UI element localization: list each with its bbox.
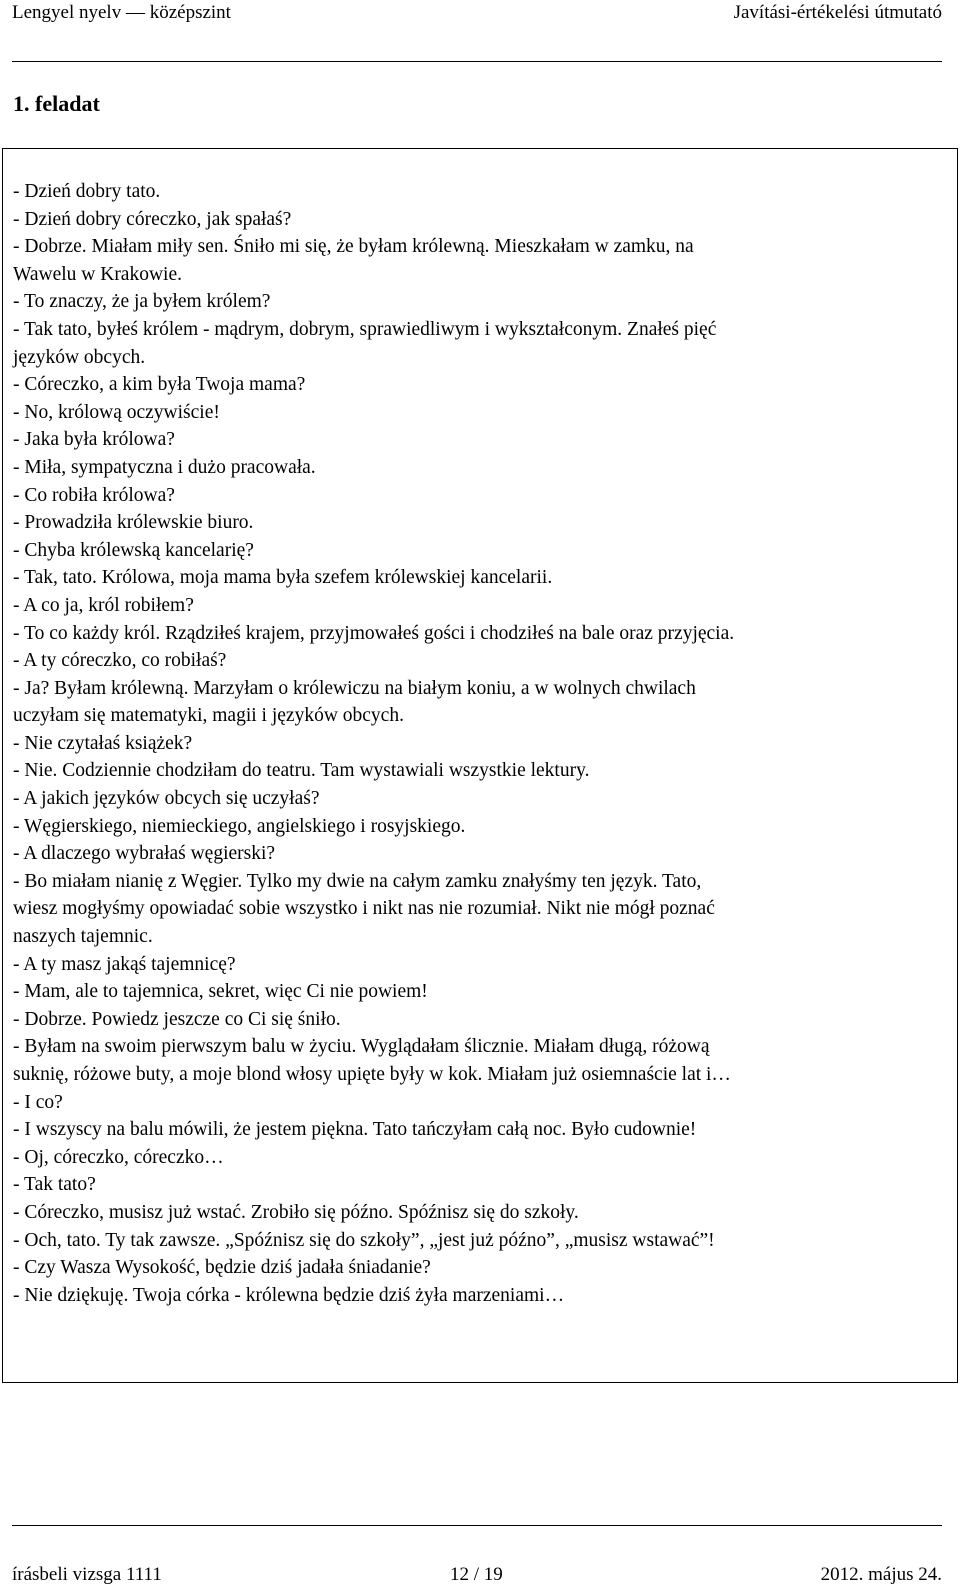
dialogue-line: - Czy Wasza Wysokość, będzie dziś jadała śniadanie? xyxy=(13,1257,431,1279)
footer-date: 2012. május 24. xyxy=(820,1564,942,1585)
dialogue-line: naszych tajemnic. xyxy=(13,926,153,948)
dialogue-line: - Dobrze. Powiedz jeszcze co Ci się śniło. xyxy=(13,1008,341,1030)
dialogue-line: Wawelu w Krakowie. xyxy=(13,263,182,285)
dialogue-line: - Ja? Byłam królewną. Marzyłam o królewiczu na białym koniu, a w wolnych chwilach xyxy=(13,677,696,699)
dialogue-line: - Co robiła królowa? xyxy=(13,484,175,506)
dialogue-line: - Nie czytałaś książek? xyxy=(13,732,193,754)
dialogue-line: - I wszyscy na balu mówili, że jestem piękna. Tato tańczyłam całą noc. Było cudownie! xyxy=(13,1119,697,1141)
dialogue-line: - Córeczko, musisz już wstać. Zrobiło się późno. Spóźnisz się do szkoły. xyxy=(13,1201,579,1223)
dialogue-lines xyxy=(13,178,947,1309)
dialogue-line: suknię, różowe buty, a moje blond włosy upięte były w kok. Miałam już osiemnaście lat i… xyxy=(13,1064,731,1085)
dialogue-box xyxy=(2,148,958,1383)
dialogue-line: - Dobrze. Miałam miły sen. Śniło mi się, że byłam królewną. Mieszkałam w zamku, na xyxy=(13,236,694,258)
dialogue-line: - Tak tato, byłeś królem - mądrym, dobrym, sprawiedliwym i wykształconym. Znałeś pięć xyxy=(13,318,717,340)
footer-rule xyxy=(12,1525,942,1526)
dialogue-line: języków obcych. xyxy=(13,346,146,368)
dialogue-line: - Dzień dobry córeczko, jak spałaś? xyxy=(13,208,292,230)
dialogue-line: - A co ja, król robiłem? xyxy=(13,594,194,616)
footer-exam-code: írásbeli vizsga 1111 xyxy=(12,1564,162,1585)
dialogue-line: - Bo miałam nianię z Węgier. Tylko my dwie na całym zamku znałyśmy ten język. Tato, xyxy=(13,870,702,892)
dialogue-line: - I co? xyxy=(13,1091,63,1113)
dialogue-line: - To co każdy król. Rządziłeś krajem, przyjmowałeś gości i chodziłeś na bale oraz przyjęcia. xyxy=(13,622,735,644)
page-header xyxy=(12,0,942,34)
dialogue-line: - Węgierskiego, niemieckiego, angielskiego i rosyjskiego. xyxy=(13,815,466,837)
dialogue-line: - Tak tato? xyxy=(13,1174,96,1196)
dialogue-line: - Córeczko, a kim była Twoja mama? xyxy=(13,374,306,396)
dialogue-line: - A dlaczego wybrałaś węgierski? xyxy=(13,843,276,865)
dialogue-line: - Nie. Codziennie chodziłam do teatru. Tam wystawiali wszystkie lektury. xyxy=(13,760,590,782)
dialogue-line: - Prowadziła królewskie biuro. xyxy=(13,512,254,534)
footer-page-number: 12 / 19 xyxy=(450,1564,503,1585)
section-title: 1. feladat xyxy=(13,91,100,116)
dialogue-line: - No, królową oczywiście! xyxy=(13,401,220,423)
header-rule xyxy=(12,61,942,62)
dialogue-line: - Nie dziękuję. Twoja córka - królewna będzie dziś żyła marzeniami… xyxy=(13,1284,565,1306)
dialogue-line: - Dzień dobry tato. xyxy=(13,181,161,202)
header-subject: Lengyel nyelv — középszint xyxy=(12,2,231,23)
dialogue-line: - Chyba królewską kancelarię? xyxy=(13,539,254,561)
dialogue-line: wiesz mogłyśmy opowiadać sobie wszystko i nikt nas nie rozumiał. Nikt nie mógł poznać xyxy=(13,898,715,920)
dialogue-line: - Och, tato. Ty tak zawsze. „Spóźnisz się do szkoły”, „jest już późno”, „musisz wstawać”! xyxy=(13,1229,715,1251)
dialogue-line: - Oj, córeczko, córeczko… xyxy=(13,1146,224,1168)
dialogue-line: - A ty córeczko, co robiłaś? xyxy=(13,650,227,672)
dialogue-line: - To znaczy, że ja byłem królem? xyxy=(13,291,271,313)
dialogue-line: - Tak, tato. Królowa, moja mama była szefem królewskiej kancelarii. xyxy=(13,567,553,589)
dialogue-line: - A jakich języków obcych się uczyłaś? xyxy=(13,788,320,810)
dialogue-line: - Miła, sympatyczna i dużo pracowała. xyxy=(13,456,316,478)
dialogue-line: - Byłam na swoim pierwszym balu w życiu. Wyglądałam ślicznie. Miałam długą, różową xyxy=(13,1036,710,1058)
dialogue-line: - A ty masz jakąś tajemnicę? xyxy=(13,953,236,975)
header-document-type: Javítási-értékelési útmutató xyxy=(733,2,942,23)
dialogue-line: - Jaka była królowa? xyxy=(13,429,175,451)
dialogue-line: uczyłam się matematyki, magii i języków obcych. xyxy=(13,705,404,727)
dialogue-line: - Mam, ale to tajemnica, sekret, więc Ci nie powiem! xyxy=(13,981,428,1003)
